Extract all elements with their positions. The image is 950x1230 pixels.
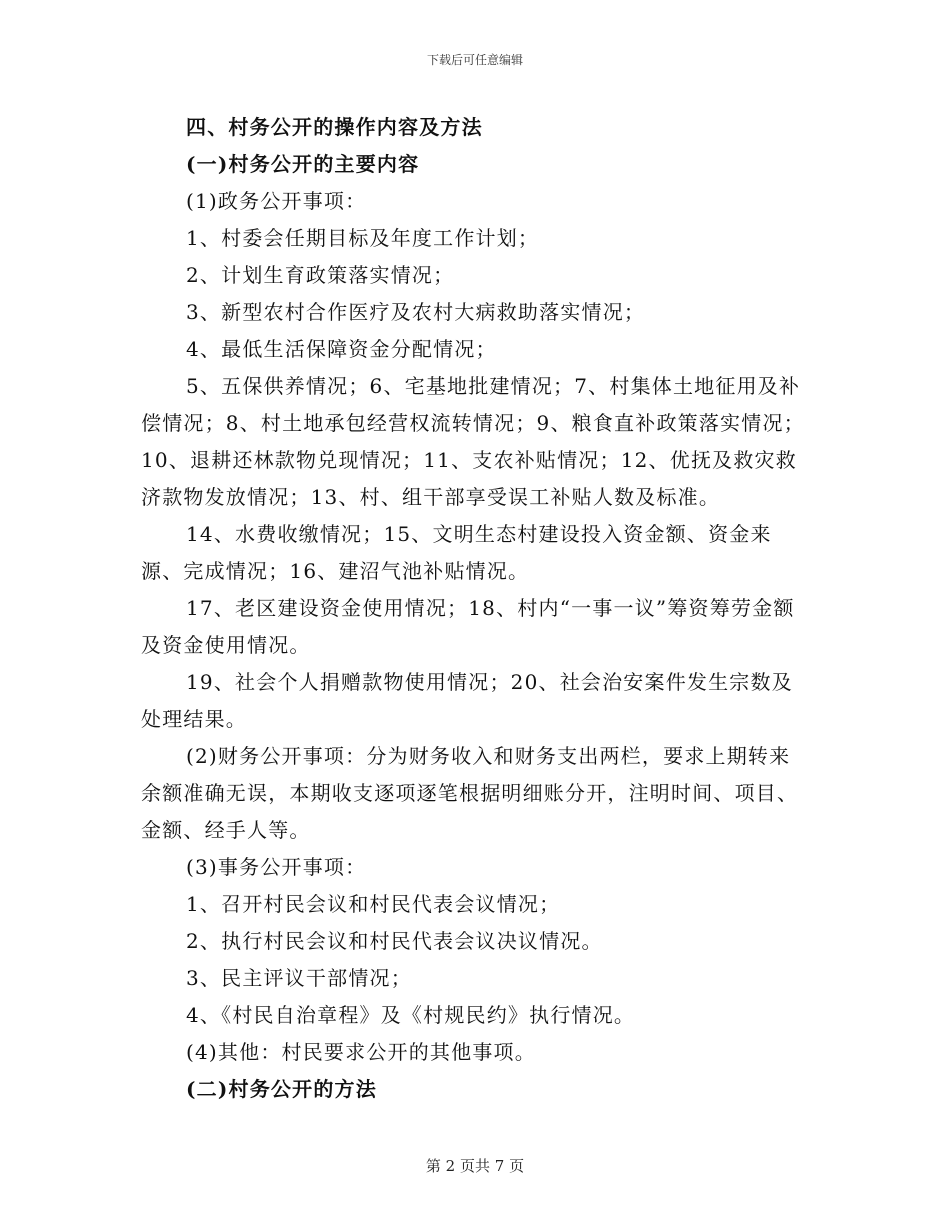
list-item: 2、计划生育政策落实情况；: [186, 263, 455, 287]
item-heading: (1)政务公开事项：: [186, 189, 367, 213]
document-body: [141, 109, 809, 1108]
subsection-heading: (一)村务公开的主要内容: [186, 152, 420, 176]
page-header: 下载后可任意编辑: [426, 53, 523, 67]
item-heading: (4)其他：村民要求公开的其他事项。: [186, 1040, 536, 1064]
list-paragraph: 14、水费收缴情况；15、文明生态村建设投入资金额、资金来源、完成情况；16、建沼气池补贴情况。: [141, 522, 772, 583]
list-item: 4、《村民自治章程》及《村规民约》执行情况。: [186, 1003, 636, 1027]
list-item: 2、执行村民会议和村民代表会议决议情况。: [186, 929, 603, 953]
list-paragraph: 5、五保供养情况；6、宅基地批建情况；7、村集体土地征用及补偿情况；8、村土地承包经营权流转情况；9、粮食直补政策落实情况；10、退耕还林款物兑现情况；11、支农补贴情况；12、优抚及救灾救济款物发放情况；13、村、组干部享受误工补贴人数及标准。: [141, 374, 805, 509]
subsection-heading: (二)村务公开的方法: [186, 1077, 377, 1101]
list-item: 1、召开村民会议和村民代表会议情况；: [186, 892, 561, 916]
list-item: 1、村委会任期目标及年度工作计划；: [186, 226, 540, 250]
list-item: 4、最低生活保障资金分配情况；: [186, 337, 497, 361]
section-heading: 四、村务公开的操作内容及方法: [186, 115, 483, 139]
list-item: 3、新型农村合作医疗及农村大病救助落实情况；: [186, 300, 646, 324]
item-heading: (3)事务公开事项：: [186, 855, 367, 879]
page-number: 第 2 页共 7 页: [425, 1157, 525, 1175]
body-paragraph: (2)财务公开事项：分为财务收入和财务支出两栏，要求上期转来余额准确无误，本期收支逐项逐笔根据明细账分开，注明时间、项目、金额、经手人等。: [141, 744, 799, 842]
list-item: 3、民主评议干部情况；: [186, 966, 412, 990]
list-paragraph: 19、社会个人捐赠款物使用情况；20、社会治安案件发生宗数及处理结果。: [141, 670, 793, 731]
list-paragraph: 17、老区建设资金使用情况；18、村内“一事一议”筹资筹劳金额及资金使用情况。: [141, 596, 795, 657]
